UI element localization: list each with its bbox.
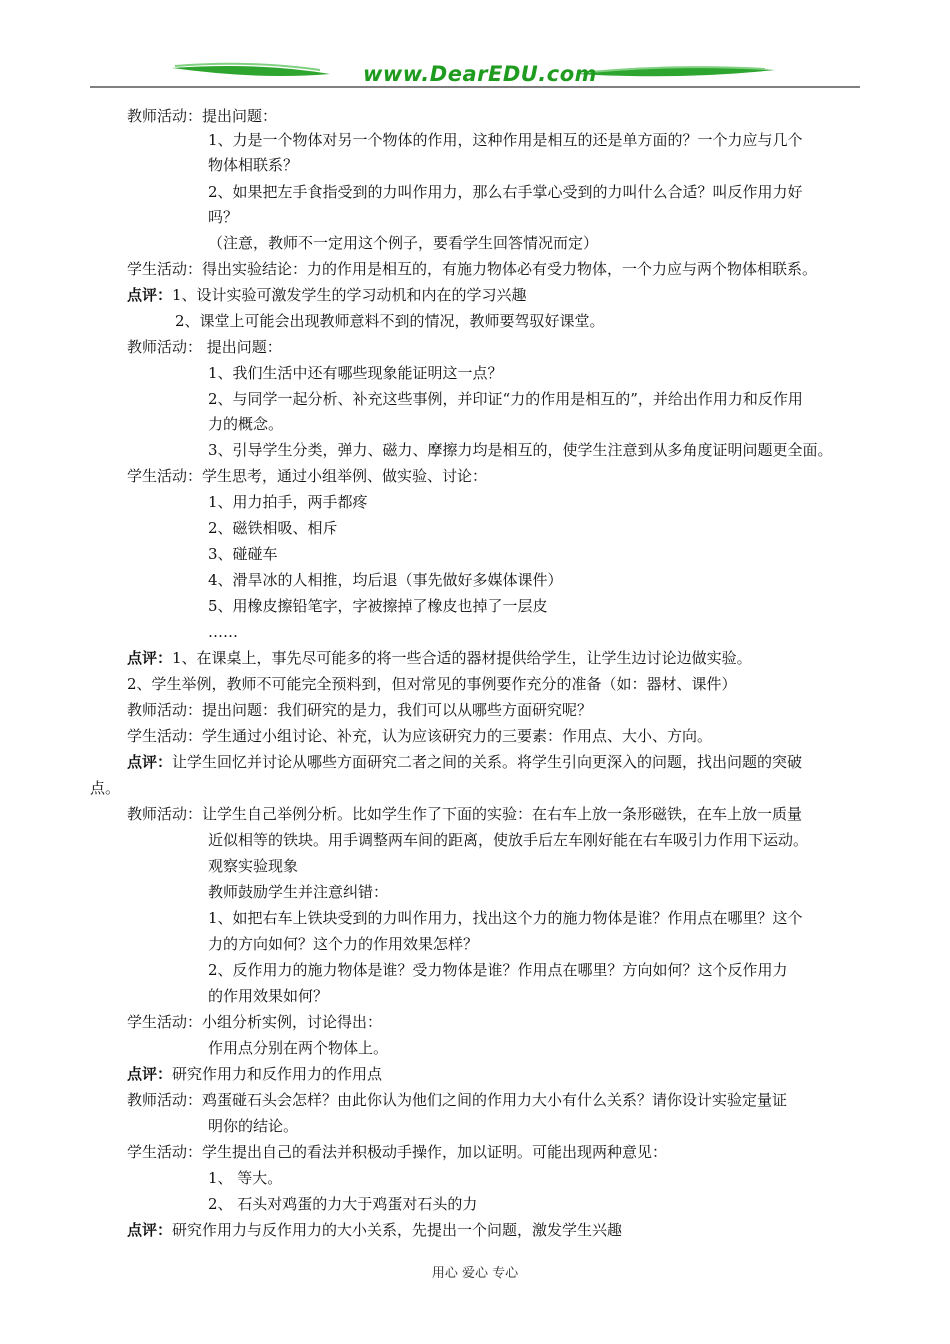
line-label: 点评： (127, 649, 173, 667)
line-text: 让学生自己举例分析。比如学生作了下面的实验：在右车上放一条形磁铁，在车上放一质量 (202, 805, 803, 823)
text-line (208, 153, 298, 177)
text-line (208, 412, 283, 436)
line-text: 4、滑旱冰的人相推，均后退（事先做好多媒体课件） (208, 571, 563, 589)
line-text: 研究作用力和反作用力的作用点 (172, 1065, 383, 1083)
text-line (175, 309, 605, 333)
text-line (127, 802, 802, 826)
line-text: 观察实验现象 (208, 857, 299, 875)
line-text: 1、 等大。 (208, 1169, 283, 1187)
text-line (127, 672, 737, 696)
text-line (208, 984, 328, 1008)
line-text: 3、碰碰车 (208, 545, 278, 563)
text-line (208, 1166, 282, 1190)
line-text: 得出实验结论：力的作用是相互的，有施力物体必有受力物体，一个力应与两个物体相联系。 (202, 260, 818, 278)
line-text: 2、与同学一起分析、补充这些事例，并印证“力的作用是相互的”，并给出作用力和反作用 (208, 390, 803, 408)
text-line (127, 283, 527, 307)
line-text: 吗？ (208, 208, 239, 226)
text-line (208, 932, 478, 956)
text-line (208, 205, 238, 229)
line-text: 1、用力拍手，两手都疼 (208, 493, 368, 511)
line-text: 1、我们生活中还有哪些现象能证明这一点？ (208, 364, 503, 382)
text-line (208, 361, 503, 385)
page-header (0, 0, 950, 95)
text-line (208, 387, 803, 411)
line-text: （注意，教师不一定用这个例子，要看学生回答情况而定） (208, 234, 599, 252)
text-line (208, 594, 548, 618)
text-line (127, 724, 712, 748)
text-line (208, 438, 833, 462)
text-line (127, 1062, 382, 1086)
text-line (90, 776, 120, 800)
line-text: 2、反作用力的施力物体是谁？受力物体是谁？作用点在哪里？方向如何？这个反作用力 (208, 961, 788, 979)
line-text: 1、力是一个物体对另一个物体的作用，这种作用是相互的还是单方面的？一个力应与几个 (208, 131, 803, 149)
line-text: 力的概念。 (208, 415, 284, 433)
line-text: 教师鼓励学生并注意纠错： (208, 883, 389, 901)
line-text: 学生通过小组讨论、补充，认为应该研究力的三要素：作用点、大小、方向。 (202, 727, 713, 745)
text-line (208, 542, 278, 566)
line-text: 力的方向如何？这个力的作用效果怎样？ (208, 935, 479, 953)
line-text: 1、在课桌上，事先尽可能多的将一些合适的器材提供给学生，让学生边讨论边做实验。 (172, 649, 752, 667)
text-line (127, 1088, 787, 1112)
line-text: 点。 (90, 779, 121, 797)
text-line (127, 1140, 667, 1164)
line-text: 5、用橡皮擦铅笔字，字被擦掉了橡皮也掉了一层皮 (208, 597, 548, 615)
line-label: 点评： (127, 1065, 173, 1083)
line-label: 学生活动： (127, 260, 203, 278)
text-line (127, 335, 282, 359)
line-label: 学生活动： (127, 1013, 203, 1031)
line-label: 学生活动： (127, 727, 203, 745)
text-line (208, 516, 338, 540)
line-label: 学生活动： (127, 1143, 203, 1161)
text-line (208, 828, 808, 852)
text-line (208, 568, 563, 592)
text-line (127, 257, 817, 281)
text-line (208, 906, 803, 930)
text-line (208, 490, 368, 514)
page-footer: 用心 爱心 专心 (431, 1266, 519, 1281)
line-text: 物体相联系？ (208, 156, 299, 174)
line-label: 点评： (127, 1221, 173, 1239)
text-line (127, 698, 592, 722)
text-line (208, 854, 298, 878)
line-text: 3、引导学生分类，弹力、磁力、摩擦力均是相互的，使学生注意到从多角度证明问题更全面。 (208, 441, 833, 459)
line-label: 教师活动： (127, 701, 203, 719)
line-text: 作用点分别在两个物体上。 (208, 1039, 389, 1057)
text-line (208, 880, 388, 904)
line-text: 提出问题：我们研究的是力，我们可以从哪些方面研究呢？ (202, 701, 593, 719)
text-line (127, 1010, 382, 1034)
line-text: 提出问题： (202, 338, 282, 356)
text-line (208, 128, 803, 152)
line-text: 提出问题： (202, 107, 278, 125)
line-label: 教师活动： (127, 805, 203, 823)
text-line (208, 620, 238, 644)
text-line (208, 1036, 388, 1060)
line-text: …… (208, 623, 238, 641)
text-line (127, 646, 752, 670)
text-line (127, 104, 277, 128)
line-text: 的作用效果如何？ (208, 987, 329, 1005)
text-line (208, 231, 598, 255)
text-line (208, 958, 788, 982)
text-line (208, 1192, 477, 1216)
line-label: 学生活动： (127, 467, 203, 485)
text-line (208, 180, 803, 204)
text-line (127, 464, 487, 488)
line-text: 2、课堂上可能会出现教师意料不到的情况，教师要驾驭好课堂。 (175, 312, 605, 330)
line-text: 1、如把右车上铁块受到的力叫作用力，找出这个力的施力物体是谁？作用点在哪里？这个 (208, 909, 803, 927)
line-text: 2、磁铁相吸、相斥 (208, 519, 338, 537)
line-text: 1、设计实验可激发学生的学习动机和内在的学习兴趣 (172, 286, 527, 304)
line-label: 教师活动： (127, 1091, 203, 1109)
site-logo-text: www.DearEDU.com (362, 62, 598, 86)
line-text: 学生提出自己的看法并积极动手操作，加以证明。可能出现两种意见： (202, 1143, 668, 1161)
line-text: 让学生回忆并讨论从哪些方面研究二者之间的关系。将学生引向更深入的问题，找出问题的突破 (172, 753, 803, 771)
text-line (208, 1114, 298, 1138)
line-label: 教师活动： (127, 107, 203, 125)
line-text: 2、学生举例，教师不可能完全预料到，但对常见的事例要作充分的准备（如：器材、课件） (127, 675, 737, 693)
line-text: 2、 石头对鸡蛋的力大于鸡蛋对石头的力 (208, 1195, 478, 1213)
text-line (127, 1218, 622, 1242)
line-text: 2、如果把左手食指受到的力叫作用力，那么右手掌心受到的力叫什么合适？叫反作用力好 (208, 183, 803, 201)
line-text: 学生思考，通过小组举例、做实验、讨论： (202, 467, 488, 485)
line-text: 鸡蛋碰石头会怎样？由此你认为他们之间的作用力大小有什么关系？请你设计实验定量证 (202, 1091, 788, 1109)
line-label: 教师活动： (127, 338, 203, 356)
line-text: 小组分析实例，讨论得出： (202, 1013, 383, 1031)
line-text: 明你的结论。 (208, 1117, 299, 1135)
line-text: 近似相等的铁块。用手调整两车间的距离，使放手后左车刚好能在右车吸引力作用下运动。 (208, 831, 809, 849)
text-line (127, 750, 802, 774)
line-label: 点评： (127, 286, 173, 304)
line-text: 研究作用力与反作用力的大小关系，先提出一个问题，激发学生兴趣 (172, 1221, 623, 1239)
line-label: 点评： (127, 753, 173, 771)
